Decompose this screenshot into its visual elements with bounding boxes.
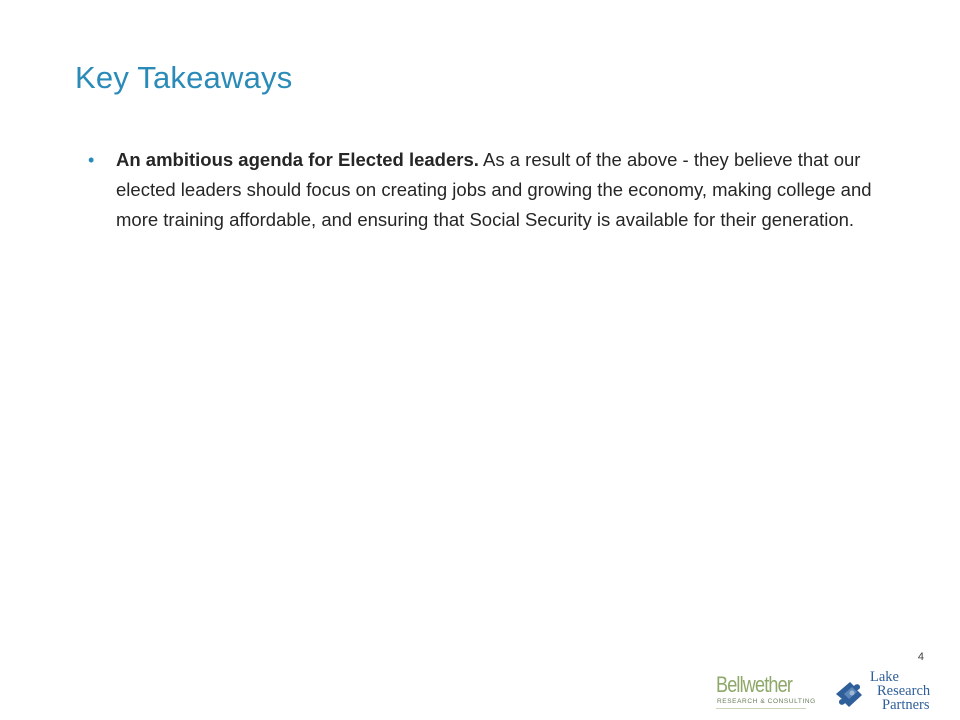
bellwether-logo-rule — [716, 708, 806, 709]
bellwether-logo-subtitle: RESEARCH & CONSULTING — [717, 698, 816, 705]
bullet-body: As a result of the above - they believe that our elected leaders should focus on creating jobs and growing the economy, making college and more training affordable, and ensuring that Social Security is available for their generation. — [116, 149, 872, 230]
bullet-item — [88, 145, 918, 235]
page-number: 4 — [917, 651, 924, 663]
slide-title: Key Takeaways — [75, 60, 293, 95]
bellwether-logo — [716, 672, 816, 712]
bellwether-logo-name: Bellwether — [716, 672, 793, 697]
lake-research-partners-line2: Research — [877, 683, 931, 699]
lake-research-partners-logo — [832, 668, 942, 714]
lake-research-partners-line3: Partners — [882, 697, 930, 713]
puzzle-piece-icon — [832, 674, 872, 710]
bullet-marker: • — [88, 150, 95, 170]
lake-research-partners-line1: Lake — [870, 669, 899, 685]
bullet-heading: An ambitious agenda for Elected leaders. — [116, 149, 479, 170]
bullet-list — [88, 145, 918, 235]
